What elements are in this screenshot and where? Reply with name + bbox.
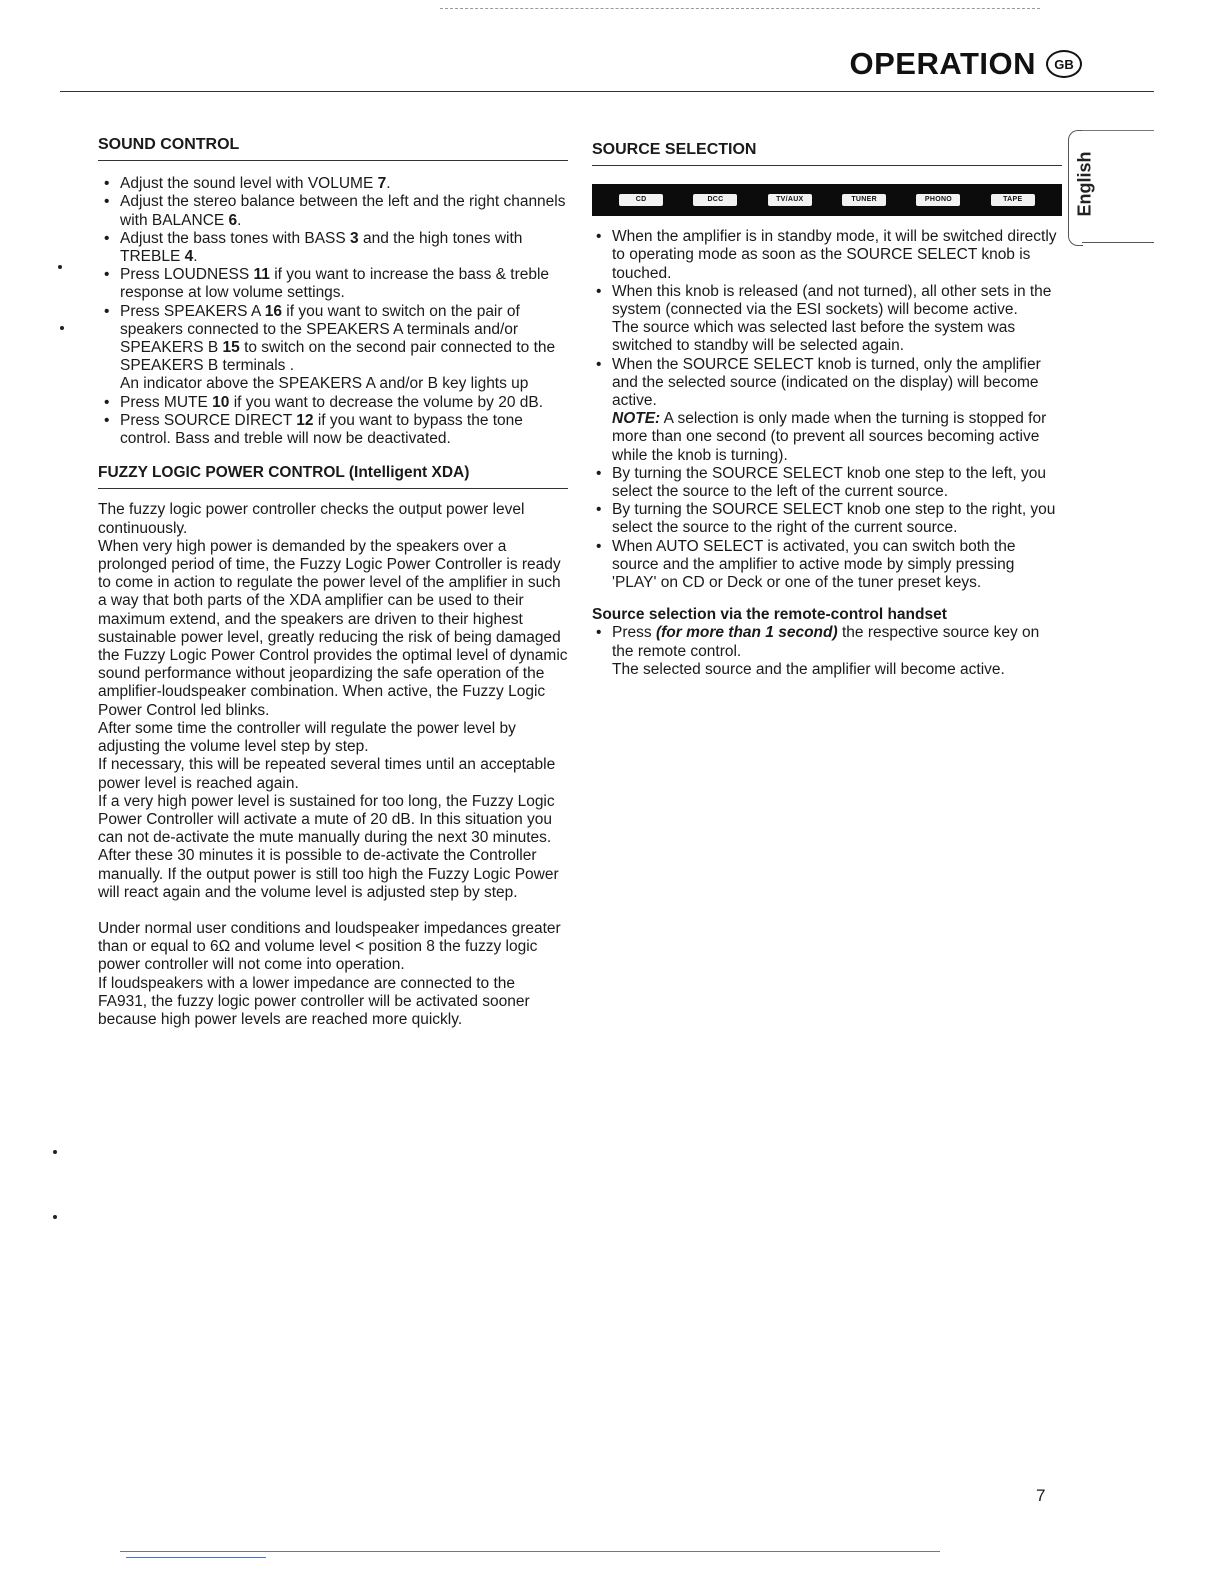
tuner-key: TUNER xyxy=(842,194,886,206)
paragraph: If a very high power level is sustained for too long, the Fuzzy Logic Power Controller will activate a mute of 20 dB. In this situation you can not de-activate the mute manually during the next 30 minutes. xyxy=(98,792,555,847)
fuzzy-logic-heading: FUZZY LOGIC POWER CONTROL (Intelligent XDA) xyxy=(98,464,568,489)
paragraph: Under normal user conditions and loudspeaker impedances greater than or equal to 6Ω and volume level < position 8 the fuzzy logic power controller will not come into operation. xyxy=(98,919,561,974)
paragraph: If necessary, this will be repeated several times until an acceptable power level is reached again. xyxy=(98,756,556,792)
right-column xyxy=(592,141,1062,679)
list-item: • By turning the SOURCE SELECT knob one step to the left, you select the source to the left of the current source. xyxy=(592,465,1062,501)
page-header xyxy=(850,46,1083,82)
note xyxy=(592,410,1062,465)
language-tab-top-line xyxy=(1082,130,1154,131)
source-selection-heading: SOURCE SELECTION xyxy=(592,141,1062,166)
remote-selection-heading: Source selection via the remote-control handset xyxy=(592,606,947,624)
source-selection-list xyxy=(592,228,1062,592)
note-label: NOTE: xyxy=(612,410,661,428)
margin-dot xyxy=(53,1150,57,1154)
header-rule xyxy=(60,91,1154,92)
list-item: • Press LOUDNESS 11 if you want to increase the bass & treble response at low volume settings. xyxy=(100,266,568,302)
fuzzy-logic-body xyxy=(98,501,568,901)
left-column xyxy=(98,136,568,1029)
paragraph: If loudspeakers with a lower impedance are connected to the FA931, the fuzzy logic power controller will be activated sooner because high power levels are reached more quickly. xyxy=(98,974,530,1028)
list-item: • Adjust the stereo balance between the left and the right channels with BALANCE 6. xyxy=(100,193,568,229)
paragraph: The fuzzy logic power controller checks the output power level continuously. xyxy=(98,501,525,537)
list-item: • Adjust the sound level with VOLUME 7. xyxy=(100,175,568,193)
phono-key: PHONO xyxy=(916,194,960,206)
sound-control-list xyxy=(98,175,568,448)
gb-country-badge: GB xyxy=(1046,50,1082,78)
continuation-text: The source which was selected last before the system was switched to standby will be selected again. xyxy=(612,319,1016,355)
dcc-key: DCC xyxy=(693,194,737,206)
top-scan-line xyxy=(440,8,1040,9)
speakers-indicator-note: An indicator above the SPEAKERS A and/or B key lights up xyxy=(120,375,529,393)
margin-dot xyxy=(53,1215,57,1219)
sound-control-heading: SOUND CONTROL xyxy=(98,136,568,161)
language-label: English xyxy=(1074,151,1095,217)
paragraph: After some time the controller will regulate the power level by adjusting the volume level step by step. xyxy=(98,719,516,756)
bottom-scan-line xyxy=(120,1551,940,1552)
tv-aux-key: TV/AUX xyxy=(768,194,812,206)
bottom-blue-line xyxy=(126,1557,266,1558)
remote-selection-list xyxy=(592,624,1062,679)
list-item: • Press (for more than 1 second) the respective source key on the remote control. xyxy=(592,624,1062,660)
list-item: • When the amplifier is in standby mode, it will be switched directly to operating mode as soon as the SOURCE SELECT knob is touched. xyxy=(592,228,1062,283)
paragraph: When very high power is demanded by the speakers over a prolonged period of time, the Fuzzy Logic Power Controller is ready to come in action to regulate the power level of the amplifier in such a way that both parts of the XDA amplifier can be used to their maximum extend, and the speakers are driven to their highest sustainable power level, greatly reducing the risk of being damaged the Fuzzy Logic Power Control provides the optimal level of dynamic sound performance without jeopardizing the safe operation of the amplifier-loudspeaker combination. When active, the Fuzzy Logic Power Control led blinks. xyxy=(98,537,568,719)
list-item: • Press SOURCE DIRECT 12 if you want to bypass the tone control. Bass and treble will now be deactivated. xyxy=(100,412,568,448)
list-item: • Press MUTE 10 if you want to decrease the volume by 20 dB. xyxy=(100,394,568,412)
cd-key: CD xyxy=(619,194,663,206)
list-item: • When this knob is released (and not turned), all other sets in the system (connected via the ESI sockets) will become active. xyxy=(592,283,1062,319)
margin-dot xyxy=(60,326,64,330)
page-title: OPERATION xyxy=(849,46,1036,81)
language-tab-bottom-line xyxy=(1082,242,1154,243)
page-number: 7 xyxy=(1036,1486,1046,1505)
list-item: • Adjust the bass tones with BASS 3 and the high tones with TREBLE 4. xyxy=(100,230,568,266)
list-item: • When the SOURCE SELECT knob is turned, only the amplifier and the selected source (indicated on the display) will become active. xyxy=(592,356,1062,411)
source-keys-illustration xyxy=(592,184,1062,216)
note-text: A selection is only made when the turning is stopped for more than one second (to prevent all sources becoming active while the knob is turning). xyxy=(612,410,1047,464)
margin-dot xyxy=(58,265,62,269)
list-item: • By turning the SOURCE SELECT knob one step to the right, you select the source to the right of the current source. xyxy=(592,501,1062,537)
list-item: • Press SPEAKERS A 16 if you want to switch on the pair of speakers connected to the SPEAKERS A terminals and/or SPEAKERS B 15 to switch on the second pair connected to the SPEAKERS B terminals . xyxy=(100,303,568,376)
paragraph: After these 30 minutes it is possible to de-activate the Controller manually. If the output power is still too high the Fuzzy Logic Power will react again and the volume level is adjusted step by step. xyxy=(98,847,559,901)
fuzzy-logic-body-2 xyxy=(98,920,568,1029)
continuation-text: The selected source and the amplifier will become active. xyxy=(612,660,1005,678)
list-item: • When AUTO SELECT is activated, you can switch both the source and the amplifier to active mode by simply pressing 'PLAY' on CD or Deck or one of the tuner preset keys. xyxy=(592,538,1062,593)
tape-key: TAPE xyxy=(991,194,1035,206)
